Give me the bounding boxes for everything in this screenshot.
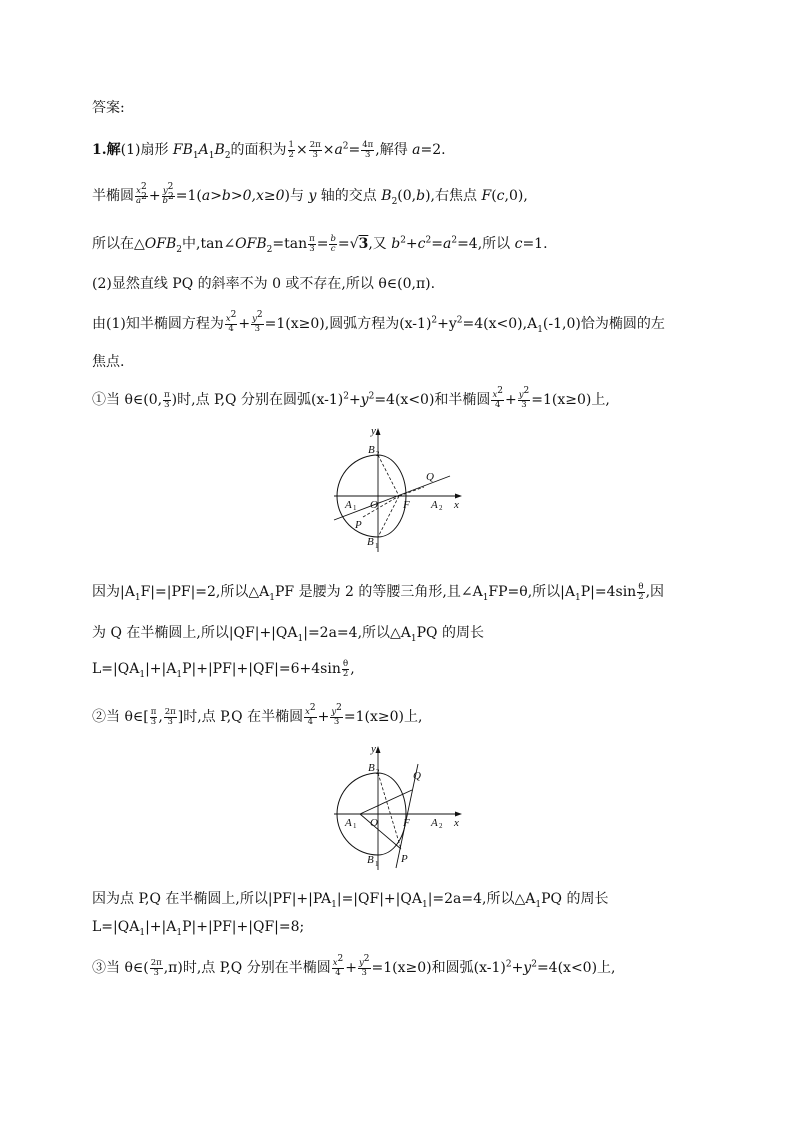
fig1-label-p: P	[355, 519, 362, 531]
solve-label: 解	[106, 142, 121, 158]
fig1-label-a2: A	[431, 499, 438, 511]
case1-line: ①当 θ∈(0, $\frac{\pi}{3}$ )时,点 P,Q 分别在圆弧$(x-1)^2+y^2=4(x<0)$和半椭圆 $\frac{x^2}{4}$ + $\frac{y^2}{3}$ =1(x≥0)上,	[92, 385, 610, 410]
solution-part1-line1: 1.解(1)扇形 $FB_1A_1B_2$的面积为 $\frac{1}{2}$ × $\frac{2\pi}{3}$ $\times a^2=$ $\frac{4\pi}{3}$ ,解得 a=2.	[92, 139, 446, 161]
fig2-label-p: P	[401, 853, 408, 865]
fig2-label-f: F	[403, 817, 410, 829]
fig2-label-q: Q	[413, 770, 421, 782]
fig1-label-x: x	[454, 499, 459, 511]
case2-line: ②当 θ∈[ $\frac{\pi}{3}$ , $\frac{2\pi}{3}$ ]时,点 P,Q 在半椭圆 $\frac{x^2}{4}$ + $\frac{y^2}{3}$ =1(x≥0)上,	[92, 702, 423, 727]
fig2-label-o: O	[370, 817, 378, 829]
solution-part1-line3: 所以在$\triangle OFB_2$中$,\tan\angle OFB_2=\tan$ $\frac{\pi}{3}$ = $\frac{b}{c}$ =√3,又 $b^2+c^2=a^2=4$,所以 c=1.	[92, 233, 548, 255]
svg-text:1: 1	[353, 504, 357, 512]
case3-line: ③当 θ∈( $\frac{2\pi}{3}$ ,π)时,点 P,Q 分别在半椭圆 $\frac{x^2}{4}$ + $\frac{y^2}{3}$ =1(x≥0)和圆弧$(x-1)^2+y^2=4(x<0)$上,	[92, 953, 616, 978]
svg-text:1: 1	[353, 822, 357, 830]
figure-case2-diagram	[330, 742, 465, 872]
svg-text:2: 2	[376, 768, 380, 776]
solution-part1-line2: 半椭圆 $\frac{x^2}{a^2}$ + $\frac{y^2}{b^2}$ =1(a>b>0,x≥0)与 y 轴的交点 $B_2(0,b)$,右焦点 F(c,0),	[92, 181, 528, 207]
svg-text:2: 2	[376, 450, 380, 458]
fig2-label-a1: A	[345, 817, 352, 829]
fig2-label-a2: A	[431, 817, 438, 829]
fig1-label-a1: A	[345, 499, 352, 511]
figure-case1-diagram	[330, 424, 465, 554]
fig2-label-b1: B	[367, 854, 374, 866]
svg-text:1: 1	[375, 860, 379, 868]
fig1-label-y: y	[371, 425, 376, 437]
svg-text:2: 2	[439, 822, 443, 830]
case2-explanation-line: 因为点 P,Q 在半椭圆上,所以$|PF|+|PA_1|=|QF|+|QA_1|=2a=4$,所以$\triangle A_1PQ$ 的周长	[92, 891, 609, 910]
fig1-label-f: F	[403, 499, 410, 511]
solution-part2-line3: 焦点.	[92, 354, 125, 370]
case1-explanation-line1: 因为$|A_1F|=|PF|=2$,所以$\triangle A_1PF$ 是腰为 2 的等腰三角形,且$\angle A_1FP=\theta$,所以$|A_1P|=4\sin$ $\frac{\theta}{2}$ ,因	[92, 581, 665, 603]
solution-part2-line2: 由(1)知半椭圆方程为 $\frac{x^2}{4}$ + $\frac{y^2}{3}$ =1(x≥0),圆弧方程为$(x-1)^2+y^2=4(x<0),A_1(-1,0)$恰为椭圆的左	[92, 309, 665, 335]
fig1-label-b1: B	[367, 536, 374, 548]
case1-explanation-line2: 为 Q 在半椭圆上,所以$|QF|+|QA_1|=2a=4$,所以$\triangle A_1PQ$ 的周长	[92, 625, 484, 644]
answer-heading: 答案:	[92, 100, 125, 116]
fig1-label-q: Q	[426, 471, 434, 483]
case1-perimeter-line: $L=|QA_1|+|A_1P|+|PF|+|QF|=6+4\sin$ $\frac{\theta}{2}$ ,	[92, 658, 355, 680]
fig2-label-y: y	[371, 743, 376, 755]
fig1-label-b2: B	[368, 444, 375, 456]
fig2-label-b2: B	[368, 762, 375, 774]
fig1-label-o: O	[370, 499, 378, 511]
problem-number: 1.	[92, 142, 107, 158]
solution-part2-line1: (2)显然直线 PQ 的斜率不为 0 或不存在,所以 θ∈(0,π).	[92, 276, 436, 292]
case2-perimeter-line: $L=|QA_1|+|A_1P|+|PF|+|QF|=8$;	[92, 919, 305, 938]
fig2-label-x: x	[454, 817, 459, 829]
svg-text:1: 1	[375, 542, 379, 550]
svg-text:2: 2	[439, 504, 443, 512]
